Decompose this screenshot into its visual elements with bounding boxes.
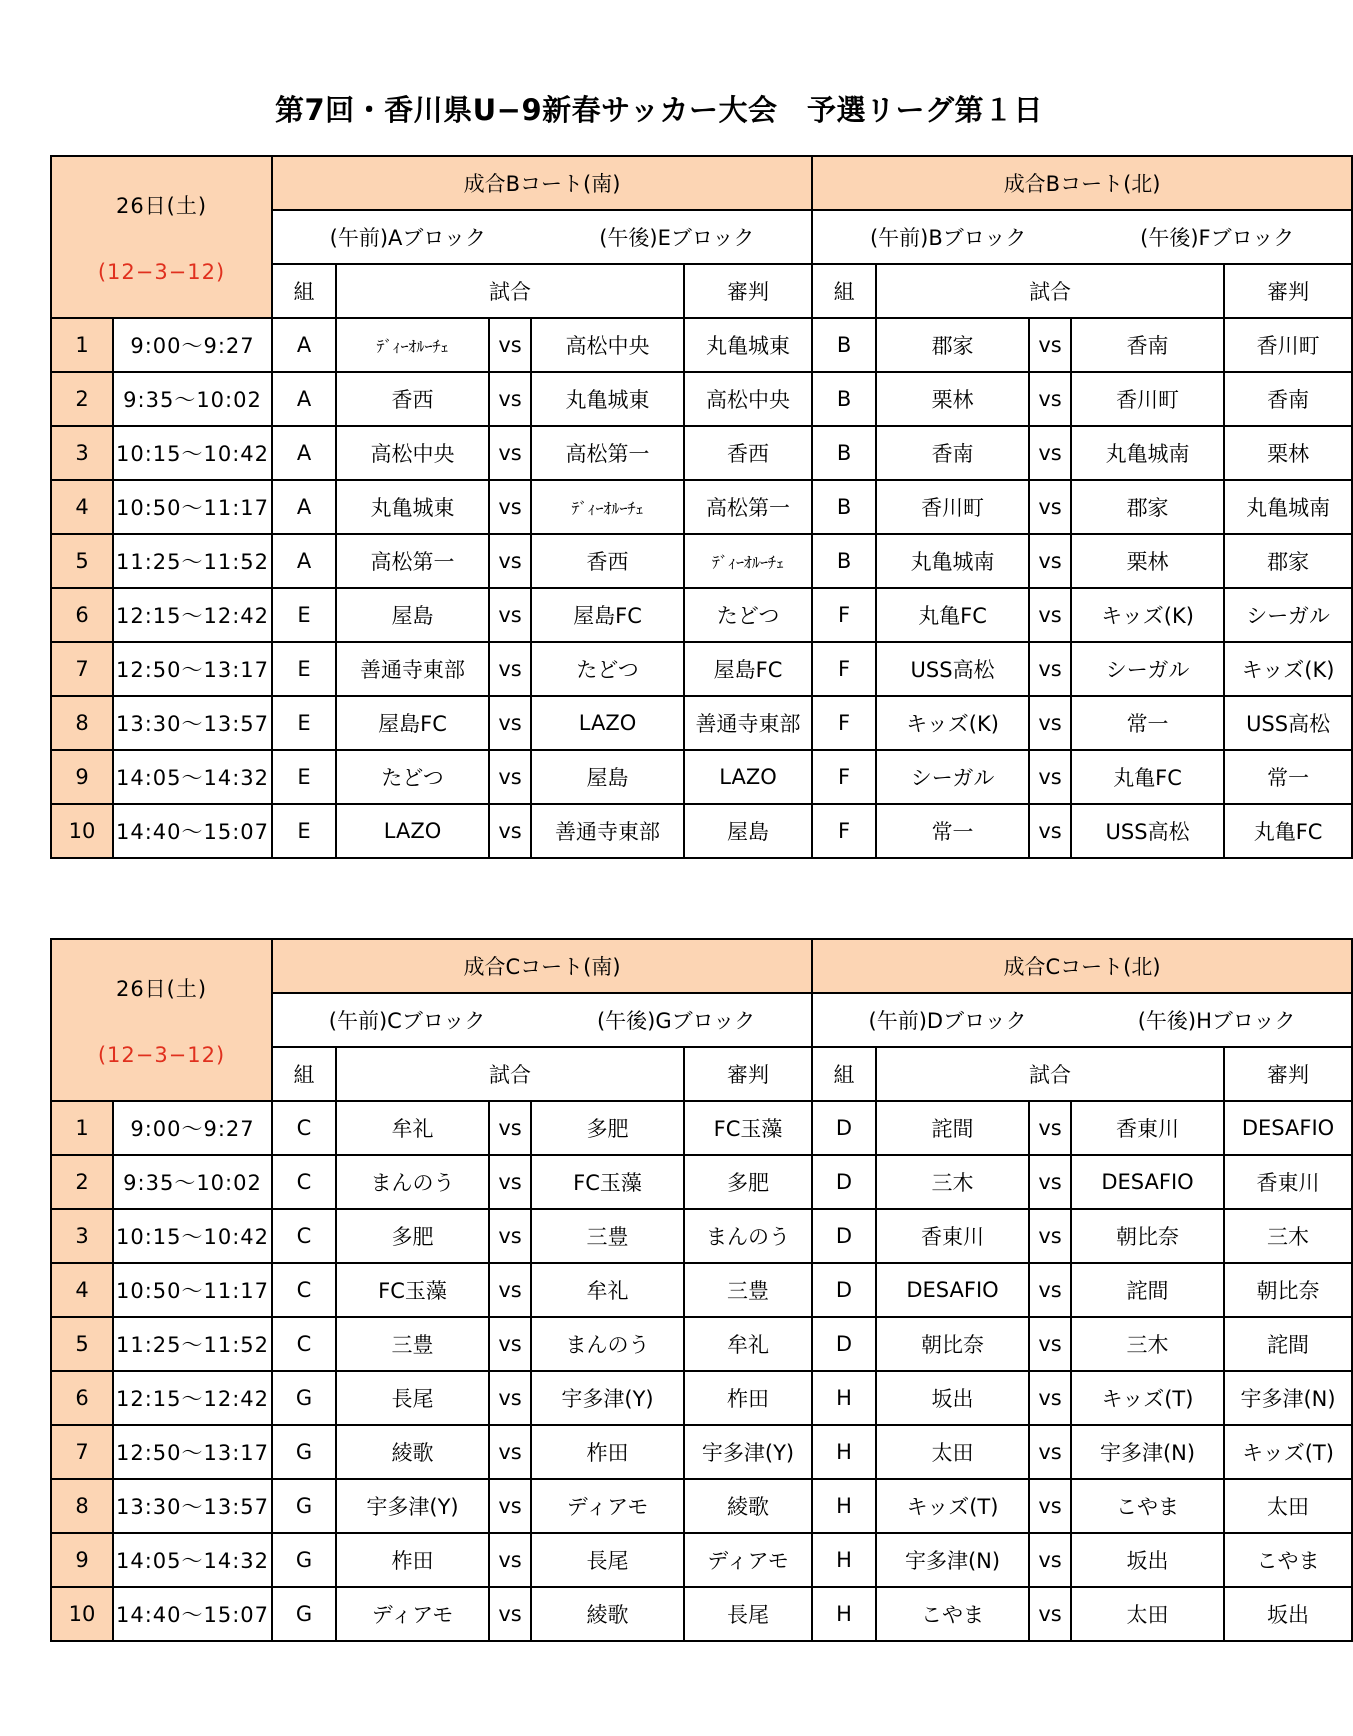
- home-team: 栗林: [876, 372, 1029, 426]
- vs-label: vs: [1029, 372, 1071, 426]
- group-header: 組: [272, 1047, 336, 1101]
- match-number: 10: [51, 1587, 113, 1641]
- home-team: 柞田: [336, 1533, 489, 1587]
- home-team: まんのう: [336, 1155, 489, 1209]
- group-cell: D: [812, 1209, 876, 1263]
- block-cell: [812, 210, 1352, 264]
- away-team: たどつ: [531, 642, 684, 696]
- referee-team: ﾃﾞｨｰｵﾙｰﾁｪ: [684, 534, 812, 588]
- group-cell: B: [812, 426, 876, 480]
- vs-label: vs: [1029, 1101, 1071, 1155]
- away-team: 香南: [1071, 318, 1224, 372]
- home-team: USS高松: [876, 642, 1029, 696]
- away-team: 屋島FC: [531, 588, 684, 642]
- table-row: [51, 804, 1352, 858]
- match-number: 6: [51, 588, 113, 642]
- home-team: 綾歌: [336, 1425, 489, 1479]
- match-number: 4: [51, 1263, 113, 1317]
- away-team: 長尾: [531, 1533, 684, 1587]
- match-time: 9:00〜9:27: [113, 318, 272, 372]
- group-cell: H: [812, 1425, 876, 1479]
- match-time: 9:35〜10:02: [113, 1155, 272, 1209]
- home-team: 丸亀城東: [336, 480, 489, 534]
- referee-team: 善通寺東部: [684, 696, 812, 750]
- referee-team: FC玉藻: [684, 1101, 812, 1155]
- away-team: まんのう: [531, 1317, 684, 1371]
- home-team: 宇多津(Y): [336, 1479, 489, 1533]
- vs-label: vs: [489, 1263, 531, 1317]
- table-row: [51, 1479, 1352, 1533]
- referee-team: 高松中央: [684, 372, 812, 426]
- vs-label: vs: [489, 372, 531, 426]
- away-team: USS高松: [1071, 804, 1224, 858]
- vs-label: vs: [1029, 1317, 1071, 1371]
- match-time: 11:25〜11:52: [113, 1317, 272, 1371]
- match-time: 12:15〜12:42: [113, 1371, 272, 1425]
- group-cell: E: [272, 642, 336, 696]
- vs-label: vs: [1029, 1587, 1071, 1641]
- group-cell: G: [272, 1533, 336, 1587]
- group-header: 組: [272, 264, 336, 318]
- vs-label: vs: [1029, 426, 1071, 480]
- away-team: 坂出: [1071, 1533, 1224, 1587]
- match-time: 14:05〜14:32: [113, 750, 272, 804]
- home-team: 牟礼: [336, 1101, 489, 1155]
- schedule-table: [50, 155, 1353, 859]
- match-number: 9: [51, 1533, 113, 1587]
- vs-label: vs: [489, 1425, 531, 1479]
- group-cell: C: [272, 1263, 336, 1317]
- home-team: 三木: [876, 1155, 1029, 1209]
- home-team: 長尾: [336, 1371, 489, 1425]
- morning-block-label: (午前)Aブロック: [329, 226, 486, 250]
- group-header: 組: [812, 264, 876, 318]
- vs-label: vs: [1029, 1425, 1071, 1479]
- home-team: 屋島: [336, 588, 489, 642]
- referee-header: 審判: [684, 1047, 812, 1101]
- table-row: [51, 696, 1352, 750]
- away-team: LAZO: [531, 696, 684, 750]
- referee-team: 宇多津(Y): [684, 1425, 812, 1479]
- table-row: [51, 588, 1352, 642]
- referee-header: 審判: [1224, 1047, 1352, 1101]
- table-row: [51, 1587, 1352, 1641]
- away-team: 高松第一: [531, 426, 684, 480]
- table-row: [51, 1317, 1352, 1371]
- match-header: 試合: [876, 1047, 1224, 1101]
- home-team: 高松第一: [336, 534, 489, 588]
- group-cell: C: [272, 1209, 336, 1263]
- vs-label: vs: [489, 1371, 531, 1425]
- vs-label: vs: [489, 1317, 531, 1371]
- home-team: キッズ(K): [876, 696, 1029, 750]
- home-team: たどつ: [336, 750, 489, 804]
- referee-team: 牟礼: [684, 1317, 812, 1371]
- home-team: 丸亀FC: [876, 588, 1029, 642]
- away-team: こやま: [1071, 1479, 1224, 1533]
- referee-team: LAZO: [684, 750, 812, 804]
- match-number: 7: [51, 642, 113, 696]
- referee-team: 屋島: [684, 804, 812, 858]
- home-team: こやま: [876, 1587, 1029, 1641]
- block-cell: [272, 993, 812, 1047]
- away-team: 丸亀FC: [1071, 750, 1224, 804]
- group-cell: F: [812, 642, 876, 696]
- match-number: 8: [51, 1479, 113, 1533]
- group-cell: G: [272, 1425, 336, 1479]
- table-row: [51, 1101, 1352, 1155]
- page-title: 第7回・香川県U−9新春サッカー大会 予選リーグ第１日: [274, 93, 1044, 127]
- match-time: 10:15〜10:42: [113, 1209, 272, 1263]
- group-cell: E: [272, 588, 336, 642]
- afternoon-block-label: (午後)Fブロック: [1140, 226, 1295, 250]
- match-time: 12:15〜12:42: [113, 588, 272, 642]
- table-row: [51, 534, 1352, 588]
- away-team: キッズ(K): [1071, 588, 1224, 642]
- table-row: [51, 642, 1352, 696]
- referee-team: 屋島FC: [684, 642, 812, 696]
- group-cell: A: [272, 318, 336, 372]
- home-team: 常一: [876, 804, 1029, 858]
- group-cell: D: [812, 1155, 876, 1209]
- home-team: シーガル: [876, 750, 1029, 804]
- referee-team: USS高松: [1224, 696, 1352, 750]
- home-team: 善通寺東部: [336, 642, 489, 696]
- group-cell: B: [812, 480, 876, 534]
- court-header-row: [51, 156, 1352, 210]
- away-team: 牟礼: [531, 1263, 684, 1317]
- day-label: 26日(土): [115, 977, 208, 1001]
- referee-team: 坂出: [1224, 1587, 1352, 1641]
- match-time: 10:50〜11:17: [113, 480, 272, 534]
- group-cell: D: [812, 1101, 876, 1155]
- home-team: キッズ(T): [876, 1479, 1029, 1533]
- match-number: 4: [51, 480, 113, 534]
- referee-team: DESAFIO: [1224, 1101, 1352, 1155]
- group-cell: C: [272, 1317, 336, 1371]
- away-team: 常一: [1071, 696, 1224, 750]
- home-team: 朝比奈: [876, 1317, 1029, 1371]
- vs-label: vs: [489, 426, 531, 480]
- group-cell: F: [812, 696, 876, 750]
- match-time: 14:40〜15:07: [113, 804, 272, 858]
- group-cell: A: [272, 534, 336, 588]
- match-number: 8: [51, 696, 113, 750]
- away-team: 三木: [1071, 1317, 1224, 1371]
- referee-team: 朝比奈: [1224, 1263, 1352, 1317]
- match-number: 1: [51, 318, 113, 372]
- home-team: 坂出: [876, 1371, 1029, 1425]
- away-team: 三豊: [531, 1209, 684, 1263]
- table-row: [51, 372, 1352, 426]
- away-team: FC玉藻: [531, 1155, 684, 1209]
- match-time: 12:50〜13:17: [113, 1425, 272, 1479]
- away-team: 屋島: [531, 750, 684, 804]
- court-name: 成合Cコート(北): [812, 939, 1352, 993]
- match-number: 9: [51, 750, 113, 804]
- vs-label: vs: [489, 1209, 531, 1263]
- date-code: (12−3−12): [97, 1043, 226, 1067]
- match-time: 13:30〜13:57: [113, 696, 272, 750]
- referee-team: 綾歌: [684, 1479, 812, 1533]
- home-team: FC玉藻: [336, 1263, 489, 1317]
- group-cell: B: [812, 372, 876, 426]
- day-cell: [51, 156, 272, 318]
- referee-team: 三木: [1224, 1209, 1352, 1263]
- away-team: 柞田: [531, 1425, 684, 1479]
- home-team: 詫間: [876, 1101, 1029, 1155]
- table-row: [51, 1371, 1352, 1425]
- away-team: キッズ(T): [1071, 1371, 1224, 1425]
- home-team: 多肥: [336, 1209, 489, 1263]
- referee-team: キッズ(K): [1224, 642, 1352, 696]
- vs-label: vs: [1029, 1209, 1071, 1263]
- day-cell: [51, 939, 272, 1101]
- table-row: [51, 318, 1352, 372]
- referee-team: シーガル: [1224, 588, 1352, 642]
- referee-team: 三豊: [684, 1263, 812, 1317]
- away-team: ディアモ: [531, 1479, 684, 1533]
- group-cell: H: [812, 1479, 876, 1533]
- group-cell: D: [812, 1263, 876, 1317]
- referee-team: 多肥: [684, 1155, 812, 1209]
- referee-team: 詫間: [1224, 1317, 1352, 1371]
- away-team: 朝比奈: [1071, 1209, 1224, 1263]
- group-cell: E: [272, 696, 336, 750]
- match-header: 試合: [876, 264, 1224, 318]
- match-number: 2: [51, 1155, 113, 1209]
- referee-team: キッズ(T): [1224, 1425, 1352, 1479]
- table-row: [51, 1533, 1352, 1587]
- home-team: 宇多津(N): [876, 1533, 1029, 1587]
- vs-label: vs: [489, 642, 531, 696]
- referee-team: 丸亀FC: [1224, 804, 1352, 858]
- group-cell: G: [272, 1371, 336, 1425]
- home-team: 香西: [336, 372, 489, 426]
- referee-team: 高松第一: [684, 480, 812, 534]
- afternoon-block-label: (午後)Eブロック: [599, 226, 755, 250]
- match-time: 14:40〜15:07: [113, 1587, 272, 1641]
- away-team: 善通寺東部: [531, 804, 684, 858]
- match-number: 3: [51, 426, 113, 480]
- away-team: 香西: [531, 534, 684, 588]
- away-team: 丸亀城東: [531, 372, 684, 426]
- match-time: 13:30〜13:57: [113, 1479, 272, 1533]
- home-team: 香川町: [876, 480, 1029, 534]
- group-header: 組: [812, 1047, 876, 1101]
- away-team: 郡家: [1071, 480, 1224, 534]
- vs-label: vs: [1029, 696, 1071, 750]
- vs-label: vs: [489, 1101, 531, 1155]
- match-number: 5: [51, 534, 113, 588]
- vs-label: vs: [1029, 1479, 1071, 1533]
- home-team: DESAFIO: [876, 1263, 1029, 1317]
- vs-label: vs: [1029, 750, 1071, 804]
- match-number: 2: [51, 372, 113, 426]
- match-number: 5: [51, 1317, 113, 1371]
- vs-label: vs: [489, 318, 531, 372]
- home-team: 三豊: [336, 1317, 489, 1371]
- vs-label: vs: [1029, 1155, 1071, 1209]
- vs-label: vs: [1029, 1371, 1071, 1425]
- away-team: 多肥: [531, 1101, 684, 1155]
- home-team: LAZO: [336, 804, 489, 858]
- group-cell: E: [272, 804, 336, 858]
- match-header: 試合: [336, 264, 684, 318]
- away-team: 太田: [1071, 1587, 1224, 1641]
- group-cell: A: [272, 480, 336, 534]
- away-team: 宇多津(Y): [531, 1371, 684, 1425]
- match-number: 6: [51, 1371, 113, 1425]
- group-cell: G: [272, 1479, 336, 1533]
- referee-team: 丸亀城南: [1224, 480, 1352, 534]
- referee-team: たどつ: [684, 588, 812, 642]
- table-row: [51, 1155, 1352, 1209]
- group-cell: B: [812, 318, 876, 372]
- vs-label: vs: [489, 534, 531, 588]
- vs-label: vs: [489, 588, 531, 642]
- group-cell: F: [812, 588, 876, 642]
- away-team: 綾歌: [531, 1587, 684, 1641]
- match-time: 9:00〜9:27: [113, 1101, 272, 1155]
- match-time: 10:15〜10:42: [113, 426, 272, 480]
- court-name: 成合Bコート(南): [272, 156, 812, 210]
- away-team: シーガル: [1071, 642, 1224, 696]
- away-team: ﾃﾞｨｰｵﾙｰﾁｪ: [531, 480, 684, 534]
- table-row: [51, 1209, 1352, 1263]
- match-time: 10:50〜11:17: [113, 1263, 272, 1317]
- vs-label: vs: [1029, 480, 1071, 534]
- away-team: 高松中央: [531, 318, 684, 372]
- group-cell: F: [812, 804, 876, 858]
- home-team: 太田: [876, 1425, 1029, 1479]
- afternoon-block-label: (午後)Hブロック: [1137, 1009, 1296, 1033]
- date-code: (12−3−12): [97, 260, 226, 284]
- group-cell: B: [812, 534, 876, 588]
- home-team: 香南: [876, 426, 1029, 480]
- referee-team: 香川町: [1224, 318, 1352, 372]
- vs-label: vs: [489, 804, 531, 858]
- vs-label: vs: [489, 750, 531, 804]
- home-team: ﾃﾞｨｰｵﾙｰﾁｪ: [336, 318, 489, 372]
- court-name: 成合Cコート(南): [272, 939, 812, 993]
- table-row: [51, 480, 1352, 534]
- home-team: 丸亀城南: [876, 534, 1029, 588]
- table-row: [51, 1263, 1352, 1317]
- referee-team: 宇多津(N): [1224, 1371, 1352, 1425]
- vs-label: vs: [489, 696, 531, 750]
- group-cell: H: [812, 1371, 876, 1425]
- group-cell: A: [272, 372, 336, 426]
- vs-label: vs: [1029, 642, 1071, 696]
- match-number: 10: [51, 804, 113, 858]
- vs-label: vs: [489, 480, 531, 534]
- match-time: 14:05〜14:32: [113, 1533, 272, 1587]
- block-cell: [272, 210, 812, 264]
- group-cell: H: [812, 1533, 876, 1587]
- table-row: [51, 1425, 1352, 1479]
- afternoon-block-label: (午後)Gブロック: [596, 1009, 756, 1033]
- home-team: 屋島FC: [336, 696, 489, 750]
- away-team: DESAFIO: [1071, 1155, 1224, 1209]
- vs-label: vs: [1029, 318, 1071, 372]
- vs-label: vs: [1029, 1533, 1071, 1587]
- referee-team: 常一: [1224, 750, 1352, 804]
- morning-block-label: (午前)Dブロック: [868, 1009, 1027, 1033]
- home-team: 高松中央: [336, 426, 489, 480]
- away-team: 栗林: [1071, 534, 1224, 588]
- group-cell: C: [272, 1155, 336, 1209]
- match-header: 試合: [336, 1047, 684, 1101]
- table-row: [51, 426, 1352, 480]
- vs-label: vs: [489, 1587, 531, 1641]
- referee-team: ディアモ: [684, 1533, 812, 1587]
- vs-label: vs: [1029, 588, 1071, 642]
- schedule-table: [50, 938, 1353, 1642]
- referee-header: 審判: [684, 264, 812, 318]
- match-number: 3: [51, 1209, 113, 1263]
- referee-team: こやま: [1224, 1533, 1352, 1587]
- away-team: 丸亀城南: [1071, 426, 1224, 480]
- match-number: 1: [51, 1101, 113, 1155]
- home-team: 香東川: [876, 1209, 1029, 1263]
- vs-label: vs: [489, 1479, 531, 1533]
- away-team: 香東川: [1071, 1101, 1224, 1155]
- vs-label: vs: [1029, 1263, 1071, 1317]
- referee-team: まんのう: [684, 1209, 812, 1263]
- court-name: 成合Bコート(北): [812, 156, 1352, 210]
- away-team: 宇多津(N): [1071, 1425, 1224, 1479]
- group-cell: H: [812, 1587, 876, 1641]
- morning-block-label: (午前)Cブロック: [328, 1009, 486, 1033]
- group-cell: A: [272, 426, 336, 480]
- vs-label: vs: [1029, 534, 1071, 588]
- away-team: 香川町: [1071, 372, 1224, 426]
- vs-label: vs: [1029, 804, 1071, 858]
- vs-label: vs: [489, 1533, 531, 1587]
- referee-team: 香西: [684, 426, 812, 480]
- referee-header: 審判: [1224, 264, 1352, 318]
- court-header-row: [51, 939, 1352, 993]
- group-cell: F: [812, 750, 876, 804]
- group-cell: D: [812, 1317, 876, 1371]
- day-label: 26日(土): [115, 194, 208, 218]
- referee-team: 香南: [1224, 372, 1352, 426]
- match-time: 9:35〜10:02: [113, 372, 272, 426]
- referee-team: 柞田: [684, 1371, 812, 1425]
- match-time: 12:50〜13:17: [113, 642, 272, 696]
- vs-label: vs: [489, 1155, 531, 1209]
- referee-team: 長尾: [684, 1587, 812, 1641]
- referee-team: 郡家: [1224, 534, 1352, 588]
- match-time: 11:25〜11:52: [113, 534, 272, 588]
- group-cell: C: [272, 1101, 336, 1155]
- home-team: 郡家: [876, 318, 1029, 372]
- table-row: [51, 750, 1352, 804]
- group-cell: E: [272, 750, 336, 804]
- block-cell: [812, 993, 1352, 1047]
- referee-team: 太田: [1224, 1479, 1352, 1533]
- home-team: ディアモ: [336, 1587, 489, 1641]
- referee-team: 香東川: [1224, 1155, 1352, 1209]
- away-team: 詫間: [1071, 1263, 1224, 1317]
- referee-team: 栗林: [1224, 426, 1352, 480]
- referee-team: 丸亀城東: [684, 318, 812, 372]
- match-number: 7: [51, 1425, 113, 1479]
- morning-block-label: (午前)Bブロック: [869, 226, 1027, 250]
- group-cell: G: [272, 1587, 336, 1641]
